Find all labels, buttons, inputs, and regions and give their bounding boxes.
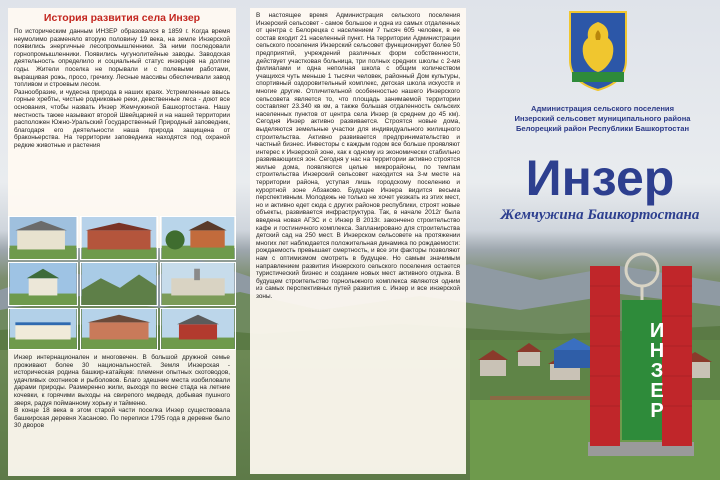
history-paragraph-2: Разнообразие, и чудесна природа в наших краях. Устремленные ввысь горные хребты, чистые родниковые реки, девственные леса - доют все основания, чтобы назвать Инзер Жемчужиной Башкортостана. Нашу местность также называют второй Швейцарией и на нашей территории расположен Южно-Уральский Государственный Природный заповедник, благодаря его деятельности наша природа защищена от браконьерства. На территории заповедника находятся под охраной редкие животные и растения — [14, 88, 230, 149]
history-title: История развития села Инзер — [43, 12, 201, 24]
photo-hospital — [80, 308, 158, 350]
development-panel — [250, 8, 466, 474]
administration-caption — [500, 104, 705, 134]
stela-lettering: ИНЗЕР — [646, 320, 668, 420]
photo-kindergarten — [8, 308, 78, 350]
photo-red-house — [160, 308, 236, 350]
history-paragraph-1: По историческим данным ИНЗЕР образовался в 1859 г. Когда время неумолимо разменяло вторую половину 19 века, на земле Инзерской появились энергичные лесопромышленники. За ними последовали горнопромышленники. Появились чугунолитейные заводы. Заводская деятельность определило и социальный статус инзерцев на долгие годы. Жители поселка не порывали и с полевыми работами, выращивая рожь, просо, гречиху. Лесные массивы обеспечивали завод топливом и строевым лесом. — [14, 28, 230, 89]
village-name-title: Инзер — [525, 150, 675, 206]
photo-school — [8, 216, 78, 260]
village-slogan: Жемчужина Башкортостана — [500, 207, 700, 223]
heritage-paragraph-2: В конце 18 века в этом старой части поселка Инзер существовала башкирская деревня Хасаново. По переписи 1795 года в деревне было 30 дворов — [14, 407, 230, 430]
photo-monument — [160, 262, 236, 306]
admin-line-3: Белорецкий район Республики Башкортостан — [515, 124, 690, 133]
photo-mountain-view — [80, 262, 158, 306]
admin-line-1: Администрация сельского поселения — [530, 104, 675, 113]
photo-red-building — [80, 216, 158, 260]
development-text: В настоящее время Администрация сельского поселения Инзерский сельсовет - самое большое и одна из самых отдаленных от центра с Белорецка с населением 7 тысяч 605 человек, в ее состав входит 21 населенный пункт. На территории Администрации сельского поселения Инзерский сельсовет функционирует более 50 предприятий, учреждений различных форм собственности, действует участковая больница, три полных средних школы с 2-мя филиалами и одна неполная школа с общим количеством учащихся чуть меньше 1 тысячи человек, районный Дом культуры, спортивный оздоровительный комплекс, детская школа искусств и многие другие. Отличительной особенностью нашего Инзерского сельсовета является то, что площадь занимаемой территории составляет 23.340 кв км, а также большая отдаленность сельских населенных пунктов от центра села Инзер (в среднем до 45 км). Сегодня Инзер активно развивается. Строятся новые дома, выделяются земельные участки для индивидуального жилищного строительства. Активно развивается предпринимательство и частный бизнес. Инвесторы с каждым годом все больше проявляют интерес к Инзерской зоне, как к одному из экономически стабильно развивающихся зон. Сегодня у нас на территории активно строятся жилые дома, появляются целые микрорайоны, по темпам строительства Инзерский сельсовет находится на 3-м месте на территории района, уступая лишь городскому поселению и курортной зоне Абзаково. Будущее Инзера видится весьма перспективным. Молодежь не только не хочет уезжать из этих мест, но и активно едет сюда с других районов республики, строят новые объекты, развивается инфраструктура. Так, в начале 2012г была введена новая АГЗС и с Инзер В 2013г. закончено строительство кафе и гостиничного комплекса. Запланировано для строительства детский сад на 250 мест. В Инзерском сельсовете на протяжении многих лет наблюдается положительная динамика по рождаемости: рождаемость превышает смертность, и все эти факторы позволяют нам с оптимизмом смотреть в будущее. Но самым значимым направлением развития Инзерского сельского поселения остается туристический бизнес и создание новых мест активного отдыха. В будущем строительство горнолыжного комплекса являются одним из самых перспективных путей развития с. Инзер и все инзерской зоны. — [256, 12, 460, 300]
coat-of-arms-icon — [566, 8, 630, 92]
heritage-paragraph-1: Инзер интернационален и многовечен. В большой дружной семье проживают более 30 национальностей. Земля Инзерская - историческая родина башкир-катайцев: племени опытных скотоводов, удачливых охотников и рыболовов. Благо здешние места изобиловали дарами природы. Размеренно жили, выходя по весне стада на летние кочевки, к горячими выходы на свирепого медведя, добывая пушного зверя, радуя пойманному хорьку и тайменю. — [14, 354, 230, 407]
photo-collage — [8, 216, 236, 350]
photo-church — [8, 262, 78, 306]
history-panel — [8, 8, 236, 248]
admin-line-2: Инзерский сельсовет муниципального района — [514, 114, 691, 123]
photo-houses — [160, 216, 236, 260]
heritage-panel — [8, 350, 236, 476]
